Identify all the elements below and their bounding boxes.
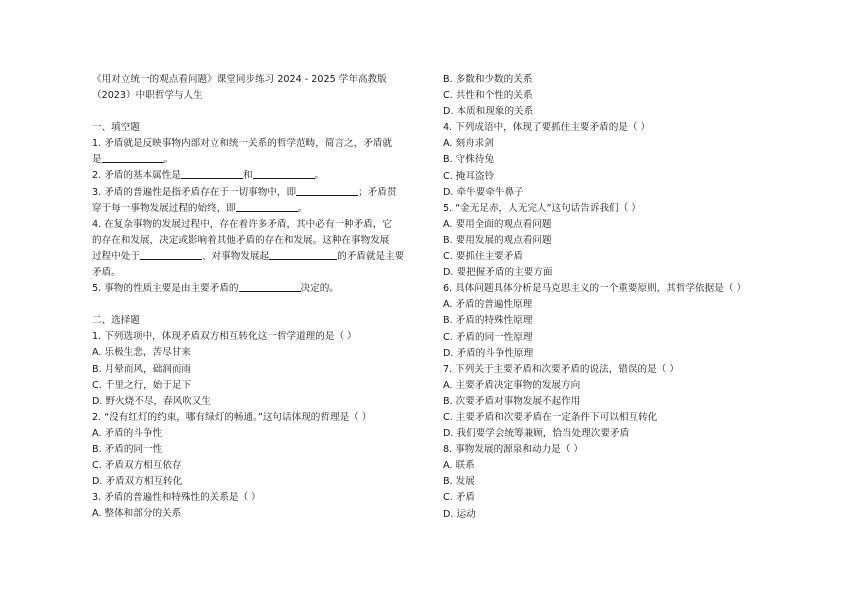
choice-q5-stem: 5. “金无足赤，人无完人”这句话告诉我们（ ）: [443, 202, 641, 214]
choice-q5-option-a: A. 要用全面的观点看问题: [443, 218, 552, 230]
choice-q3-stem: 3. 矛盾的普遍性和特殊性的关系是（ ）: [92, 492, 261, 504]
fill-q4-text-d: 、对事物发展起: [201, 250, 270, 262]
choice-q4-option-b: B. 守株待兔: [443, 154, 495, 166]
choice-q2-option-c: C. 矛盾双方相互依存: [92, 460, 182, 472]
right-column: [443, 72, 773, 523]
choice-q4-option-c: C. 掩耳盗铃: [443, 170, 495, 182]
choice-q1-option-c: C. 千里之行，始于足下: [92, 379, 192, 391]
choice-q2-option-d: D. 矛盾双方相互转化: [92, 476, 183, 488]
choice-q1-option-a: A. 乐极生悲，苦尽甘来: [92, 347, 191, 359]
left-column: [92, 72, 426, 522]
fill-q4-blank-2[interactable]: [269, 249, 337, 260]
fill-q2-blank-1[interactable]: [181, 168, 243, 179]
choice-q4-stem: 4. 下列成语中，体现了要抓住主要矛盾的是（ ）: [443, 122, 651, 134]
choice-q8-stem: 8. 事物发展的源泉和动力是（ ）: [443, 444, 583, 456]
choice-q6-stem: 6. 具体问题具体分析是马克思主义的一个重要原则，其哲学依据是（ ）: [443, 283, 747, 295]
choice-q2-option-b: B. 矛盾的同一性: [92, 443, 163, 455]
choice-q8-option-a: A. 联系: [443, 460, 475, 472]
fill-q4-text-e: 的矛盾就是主要: [337, 250, 405, 262]
fill-q1: [92, 136, 426, 152]
choice-q4-option-a: A. 刻舟求剑: [443, 138, 494, 150]
fill-q1-blank[interactable]: [102, 152, 164, 163]
document-title-line-1: 《用对立统一的观点看问题》课堂同步练习 2024 - 2025 学年高教版: [92, 74, 387, 85]
choice-q3-option-a: A. 整体和部分的关系: [92, 508, 182, 520]
choice-q5-option-c: C. 要抓住主要矛盾: [443, 251, 523, 263]
document-title-line-2: （2023）中职哲学与人生: [92, 90, 203, 102]
fill-q4-text-c: 过程中处于: [92, 250, 140, 262]
fill-q3-blank-1[interactable]: [296, 185, 358, 196]
choice-q7-option-d: D. 我们要学会统筹兼顾，恰当处理次要矛盾: [443, 428, 630, 440]
choice-q1-option-b: B. 月晕而风，础润而雨: [92, 363, 192, 375]
fill-q5-text-a: 5. 事物的性质主要是由主要矛盾的: [92, 283, 239, 295]
choice-q3-option-d: D. 本质和现象的关系: [443, 106, 534, 118]
choice-q7-option-b: B. 次要矛盾对事物发展不起作用: [443, 395, 581, 407]
fill-q1-text-c: 。: [163, 154, 174, 166]
fill-q5-text-b: 决定的。: [300, 283, 339, 295]
fill-q3-text-a: 3. 矛盾的普遍性是指矛盾存在于一切事物中，即: [92, 186, 297, 198]
choice-q6-option-c: C. 矛盾的同一性原理: [443, 331, 533, 343]
choice-q3-option-c: C. 共性和个性的关系: [443, 90, 533, 102]
choice-q6-option-d: D. 矛盾的斗争性原理: [443, 347, 534, 359]
choice-q1-stem: 1. 下列选项中，体现矛盾双方相互转化这一哲学道理的是（ ）: [92, 331, 357, 343]
choice-q7-option-a: A. 主要矛盾决定事物的发展方向: [443, 379, 581, 391]
fill-q2-text-b: 和: [242, 170, 253, 182]
fill-q2-blank-2[interactable]: [253, 168, 315, 179]
choice-q4-option-d: D. 牵牛要牵牛鼻子: [443, 186, 524, 198]
fill-q4: 4. 在复杂事物的发展过程中，存在着许多矛盾，其中必有一种矛盾，它: [92, 218, 393, 230]
fill-q5: [92, 281, 426, 297]
fill-q4-cont-2: [92, 249, 426, 265]
fill-q3-cont: [92, 201, 426, 217]
choice-q8-option-b: B. 发展: [443, 476, 475, 488]
fill-q3-text-b: ；矛盾贯: [358, 186, 397, 198]
fill-q3-text-d: 。: [297, 202, 308, 214]
choice-q5-option-b: B. 要用发展的观点看问题: [443, 234, 552, 246]
choice-q8-option-d: D. 运动: [443, 508, 476, 520]
fill-q5-blank[interactable]: [239, 281, 301, 292]
choice-q7-option-c: C. 主要矛盾和次要矛盾在一定条件下可以相互转化: [443, 411, 658, 423]
choice-q7-stem: 7. 下列关于主要矛盾和次要矛盾的说法，错误的是（ ）: [443, 363, 679, 375]
choice-q5-option-d: D. 要把握矛盾的主要方面: [443, 267, 553, 279]
choice-q2-option-a: A. 矛盾的斗争性: [92, 427, 163, 439]
fill-q4-cont-3: 矛盾。: [92, 267, 121, 279]
fill-q1-text: 1. 矛盾就是反映事物内部对立和统一关系的哲学范畴，简言之，矛盾就: [92, 138, 393, 150]
choice-q6-option-a: A. 矛盾的普遍性原理: [443, 299, 533, 311]
choice-q8-option-c: C. 矛盾: [443, 492, 475, 504]
fill-q4-blank-1[interactable]: [140, 249, 202, 260]
choice-q2-stem: 2. “没有红灯的约束，哪有绿灯的畅通。”这句话体现的哲理是（ ）: [92, 411, 372, 423]
choice-q3-option-b: B. 多数和少数的关系: [443, 74, 533, 85]
fill-q2-text-a: 2. 矛盾的基本属性是: [92, 170, 181, 182]
fill-section-heading: 一、填空题: [92, 122, 140, 134]
fill-q3-blank-2[interactable]: [236, 201, 298, 212]
fill-q2: [92, 168, 426, 184]
fill-q3: [92, 185, 426, 201]
choice-q1-option-d: D. 野火烧不尽，春风吹又生: [92, 395, 212, 407]
fill-q4-cont-1: 的存在和发展，决定或影响着其他矛盾的存在和发展。这种在事物发展: [92, 234, 390, 246]
choice-section-heading: 二、选择题: [92, 315, 140, 327]
fill-q1-cont: [92, 152, 426, 168]
fill-q3-text-c: 穿于每一事物发展过程的始终，即: [92, 202, 236, 214]
fill-q2-text-c: 。: [314, 170, 325, 182]
choice-q6-option-b: B. 矛盾的特殊性原理: [443, 315, 533, 327]
fill-q1-text-b: 是: [92, 154, 102, 166]
